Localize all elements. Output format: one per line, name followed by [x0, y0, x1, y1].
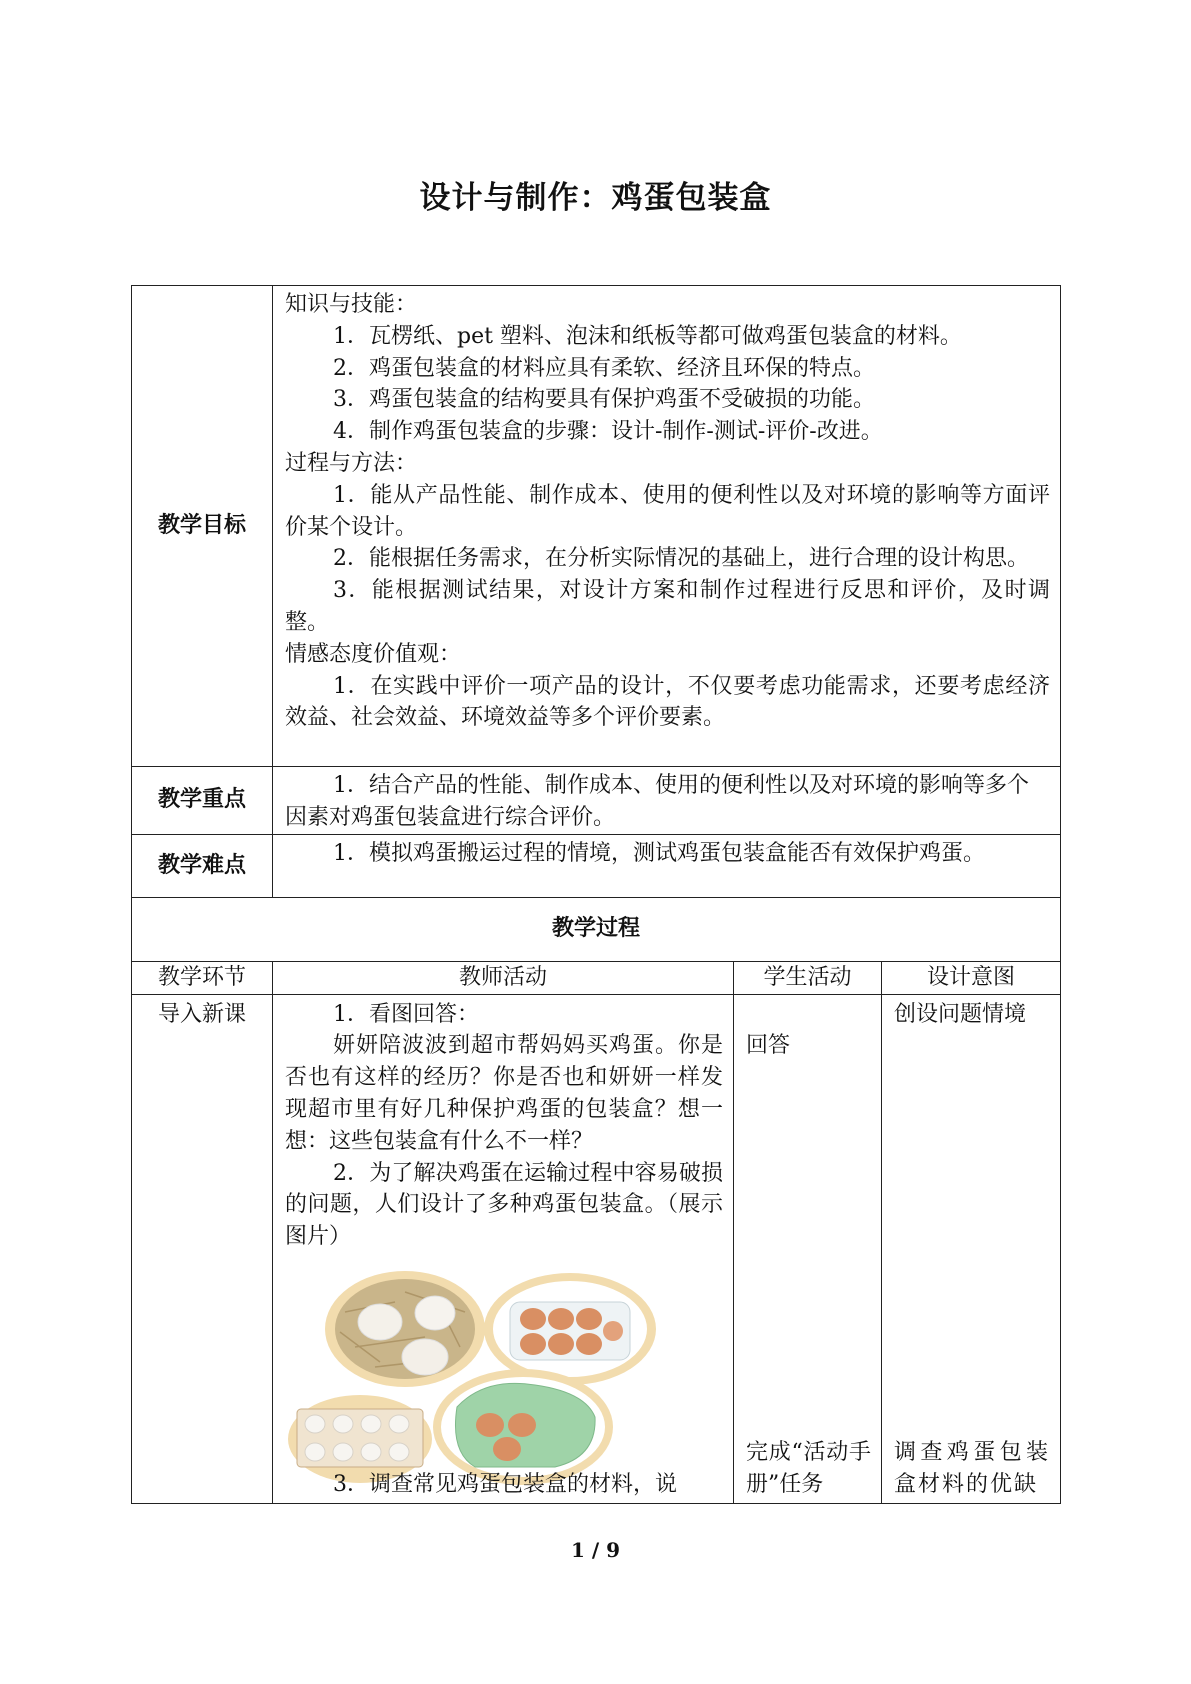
column-header-stage: 教学环节: [132, 961, 273, 994]
teacher-step-1: 1．看图回答：: [333, 1001, 479, 1027]
student-activity-cell: [734, 994, 882, 1503]
objective-line: 1．在实践中评价一项产品的设计，不仅要考虑功能需求，还要考虑经济效益、社会效益、环境效益等多个评价要素。: [285, 673, 1051, 731]
student-answer: 回答: [746, 1032, 791, 1058]
objective-line: 3．鸡蛋包装盒的结构要具有保护鸡蛋不受破损的功能。: [333, 387, 875, 413]
process-header-row: [132, 961, 1061, 994]
stage-cell: 导入新课: [132, 994, 273, 1503]
design-intent-cell: [882, 994, 1061, 1503]
difficulties-text: 1．模拟鸡蛋搬运过程的情境，测试鸡蛋包装盒能否有效保护鸡蛋。: [333, 840, 985, 866]
egg-boxes-image: [285, 1267, 665, 1487]
intent-first: 创设问题情境: [894, 1001, 1027, 1027]
column-header-teacher: 教师活动: [273, 961, 734, 994]
objective-line: 1．瓦楞纸、pet 塑料、泡沫和纸板等都可做鸡蛋包装盒的材料。: [333, 323, 962, 349]
teacher-step-2: 2．为了解决鸡蛋在运输过程中容易破损的问题，人们设计了多种鸡蛋包装盒。（展示图片）: [285, 1160, 723, 1250]
objective-line: 2．能根据任务需求，在分析实际情况的基础上，进行合理的设计构思。: [333, 546, 1029, 572]
objectives-label: 教学目标: [132, 286, 273, 767]
white-egg: [415, 1296, 455, 1330]
teacher-step-3: 3．调查常见鸡蛋包装盒的材料，说: [333, 1471, 677, 1497]
teacher-activity-cell: [273, 994, 734, 1503]
objective-line: 1．能从产品性能、制作成本、使用的便利性以及对环境的影响等方面评价某个设计。: [285, 482, 1051, 540]
lesson-plan-table: [131, 285, 1061, 1504]
egg-packaging-illustration: [285, 1267, 665, 1487]
key-points-text: 1．结合产品的性能、制作成本、使用的便利性以及对环境的影响等多个因素对鸡蛋包装盒进行综合评价。: [285, 773, 1029, 830]
objective-line: 知识与技能：: [285, 292, 418, 317]
key-points-row: [132, 767, 1061, 835]
teacher-story: 妍妍陪波波到超市帮妈妈买鸡蛋。你是否也有这样的经历？你是否也和妍妍一样发现超市里有好几种保护鸡蛋的包装盒？想一想：这些包装盒有什么不一样？: [285, 1033, 723, 1154]
objectives-lines: [285, 289, 1050, 734]
process-heading: 教学过程: [132, 897, 1061, 961]
objective-line: 3．能根据测试结果，对设计方案和制作过程进行反思和评价，及时调整。: [285, 578, 1051, 635]
process-heading-row: [132, 897, 1061, 961]
column-header-intent: 设计意图: [882, 961, 1061, 994]
table-row: [132, 994, 1061, 1503]
key-points-label: 教学重点: [132, 767, 273, 835]
objective-line: 情感态度价值观：: [285, 641, 462, 667]
objective-line: 过程与方法：: [285, 450, 418, 476]
difficulties-label: 教学难点: [132, 834, 273, 897]
white-egg: [402, 1339, 448, 1375]
student-task: 完成“活动手册”任务: [746, 1440, 871, 1497]
document-title: 设计与制作：鸡蛋包装盒: [419, 180, 772, 216]
page-number: 1 / 9: [570, 1538, 621, 1562]
difficulties-row: [132, 834, 1061, 897]
objectives-content: [273, 286, 1061, 767]
objective-line: 2．鸡蛋包装盒的材料应具有柔软、经济且环保的特点。: [333, 355, 875, 381]
column-header-student: 学生活动: [734, 961, 882, 994]
intent-second: 调查鸡蛋包装盒材料的优缺: [894, 1440, 1051, 1497]
objectives-row: [132, 286, 1061, 767]
objective-line: 4．制作鸡蛋包装盒的步骤：设计-制作-测试-评价-改进。: [333, 419, 883, 445]
white-egg: [358, 1304, 402, 1340]
